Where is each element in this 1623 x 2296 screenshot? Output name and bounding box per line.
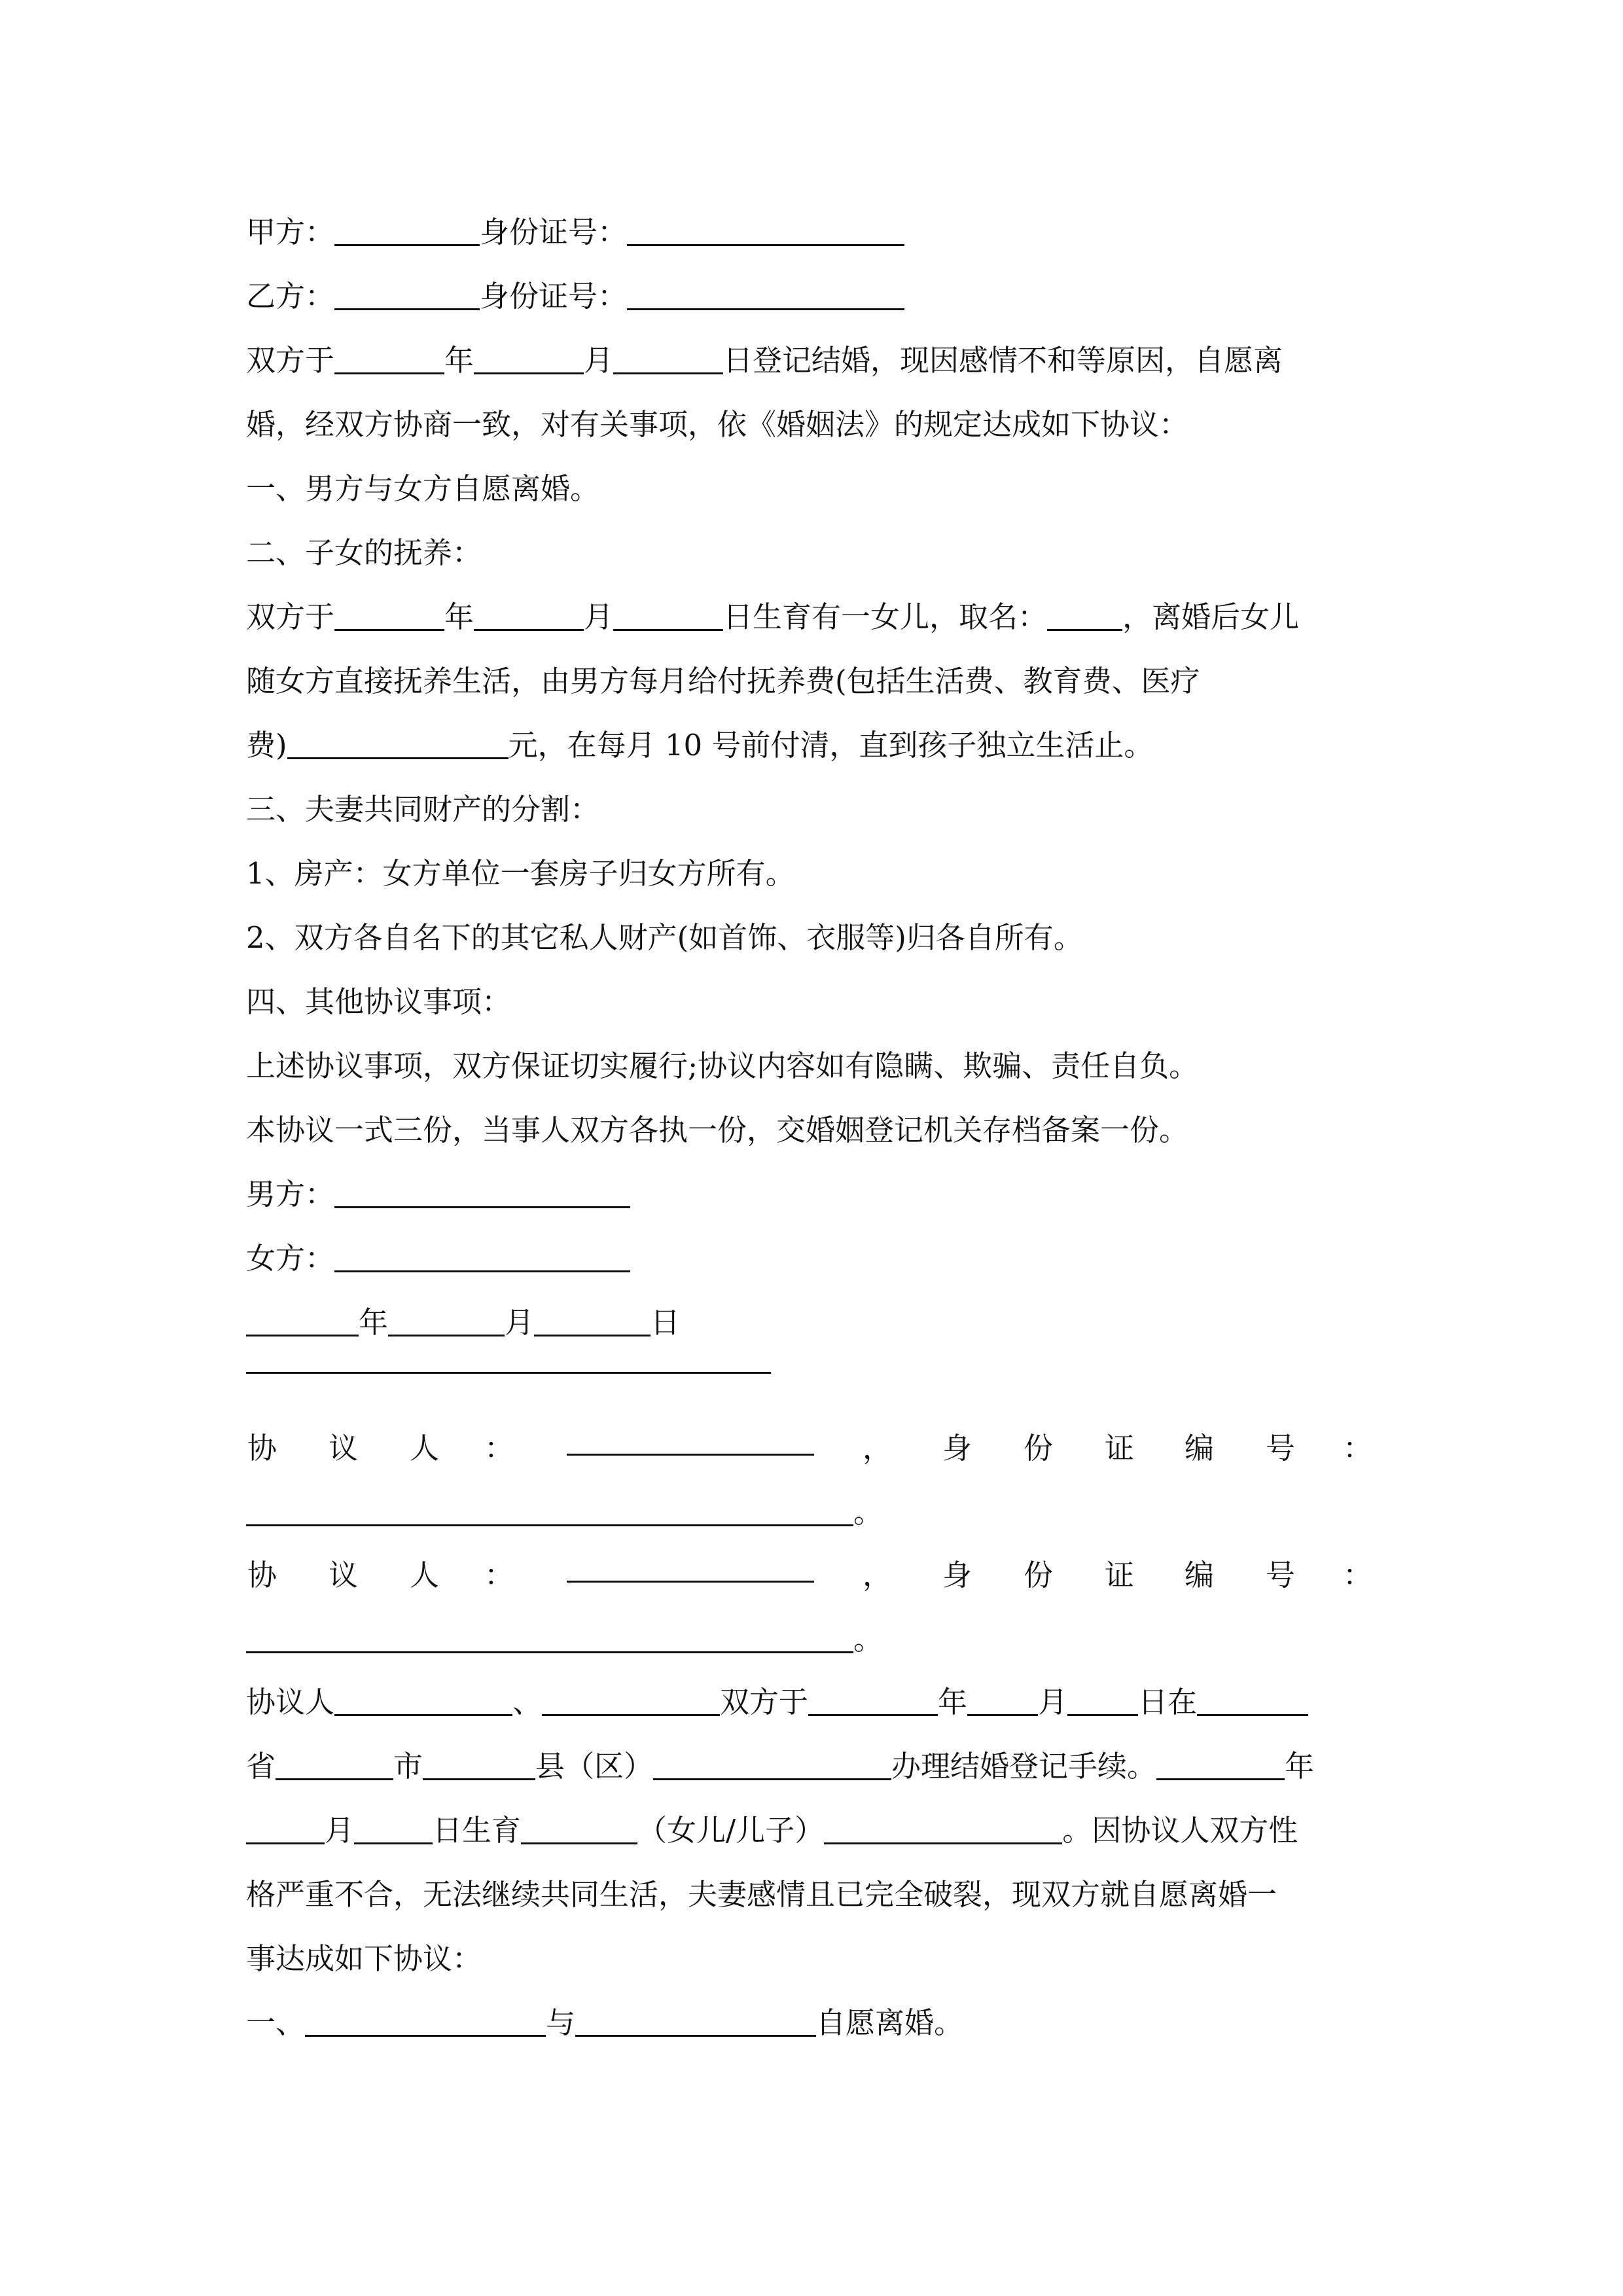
text: （女儿/儿子） [637, 1813, 825, 1848]
registration-place-line [246, 1742, 1314, 1785]
text: 办理结婚登记手续。 [891, 1749, 1157, 1784]
text: 日生育有一女儿，取名： [723, 600, 1048, 634]
text: 。因协议人双方性 [1062, 1813, 1298, 1848]
char: 协 [247, 1431, 277, 1465]
text: 月 [1038, 1685, 1068, 1719]
text: 。 [853, 1622, 883, 1657]
char: 编 [1185, 1558, 1215, 1592]
party-2-blank[interactable] [542, 1685, 720, 1716]
female-signature-blank[interactable] [334, 1241, 630, 1272]
year-blank[interactable] [334, 343, 444, 374]
text: 日在 [1138, 1685, 1198, 1719]
day-blank[interactable] [534, 1305, 651, 1336]
month-blank[interactable] [388, 1305, 505, 1336]
char: 人 [410, 1431, 440, 1465]
party-1-blank[interactable] [334, 1685, 512, 1716]
char: 份 [1024, 1558, 1054, 1592]
day-blank[interactable] [613, 600, 723, 631]
year-blank[interactable] [246, 1305, 359, 1336]
text: 与 [546, 2005, 576, 2040]
text: 月 [325, 1813, 355, 1848]
id-number-line-2 [246, 1615, 883, 1658]
paragraph-line: 婚，经双方协商一致，对有关事项，依《婚姻法》的规定达成如下协议： [246, 407, 1189, 442]
char: 号 [1266, 1558, 1296, 1592]
char: 议 [329, 1431, 359, 1465]
char: 身 [942, 1558, 972, 1592]
text: 双方于 [720, 1685, 809, 1719]
location-blank[interactable] [1197, 1685, 1308, 1716]
month-blank[interactable] [474, 600, 584, 631]
male-signature-blank[interactable] [334, 1177, 630, 1208]
text: 月 [584, 600, 614, 634]
text: 日生育 [433, 1813, 522, 1848]
female-signature-line [246, 1234, 630, 1277]
paragraph-line: 上述协议事项，双方保证切实履行;协议内容如有隐瞒、欺骗、责任自负。 [246, 1049, 1199, 1083]
child-line [246, 1806, 1298, 1849]
party-b-name-blank[interactable] [334, 279, 480, 310]
char: ， [863, 1431, 893, 1465]
female-label: 女方： [246, 1241, 335, 1276]
char: ： [1343, 1431, 1373, 1465]
male-signature-line [246, 1170, 630, 1213]
text: 省 [246, 1749, 276, 1784]
text: 年 [1285, 1749, 1315, 1784]
day-blank[interactable] [354, 1813, 433, 1844]
char: 证 [1105, 1431, 1135, 1465]
text: 月 [584, 343, 614, 378]
char: 协 [247, 1558, 277, 1592]
support-fee-blank[interactable] [287, 728, 508, 759]
year-blank[interactable] [1156, 1749, 1285, 1780]
char: ， [863, 1558, 893, 1592]
clause-3-item-2: 2、双方各自名下的其它私人财产(如首饰、衣服等)归各自所有。 [246, 920, 1083, 955]
child-name-blank[interactable] [1047, 600, 1122, 631]
month-blank[interactable] [967, 1685, 1038, 1716]
party-b-id-blank[interactable] [627, 279, 904, 310]
party-1-blank[interactable] [305, 2005, 546, 2037]
party-b-label: 乙方： [246, 279, 335, 314]
clause-1: 一、男方与女方自愿离婚。 [246, 471, 600, 506]
text: 协议人 [246, 1685, 335, 1719]
paragraph-line: 事达成如下协议： [246, 1941, 482, 1976]
signing-date-line [246, 1299, 680, 1341]
divorce-clause-line [246, 1999, 963, 2041]
text: 。 [853, 1495, 883, 1530]
text: 自愿离婚。 [816, 2005, 964, 2040]
parties-marriage-line [246, 1678, 1308, 1721]
divider [246, 1372, 771, 1374]
id-number-blank[interactable] [246, 1622, 853, 1653]
char: 份 [1024, 1431, 1054, 1465]
year-blank[interactable] [808, 1685, 938, 1716]
text: 、 [512, 1685, 543, 1719]
text: 年 [444, 600, 474, 634]
month-blank[interactable] [246, 1813, 325, 1844]
char: 议 [329, 1558, 359, 1592]
party-a-label: 甲方： [246, 215, 335, 249]
month-blank[interactable] [474, 343, 584, 374]
child-blank[interactable] [521, 1813, 637, 1844]
paragraph-line: 本协议一式三份，当事人双方各执一份，交婚姻登记机关存档备案一份。 [246, 1113, 1189, 1147]
char: 号 [1266, 1431, 1296, 1465]
text: 市 [393, 1749, 423, 1784]
char: ： [1343, 1558, 1373, 1592]
text: 县（区） [535, 1749, 654, 1784]
clause-4-heading: 四、其他协议事项： [246, 984, 512, 1019]
day-blank[interactable] [1067, 1685, 1138, 1716]
paragraph-line: 随女方直接抚养生活，由男方每月给付抚养费(包括生活费、教育费、医疗 [246, 664, 1200, 698]
text: 元，在每月 10 号前付清，直到孩子独立生活止。 [508, 728, 1154, 762]
province-blank[interactable] [276, 1749, 393, 1780]
party-name-blank[interactable] [567, 1424, 814, 1456]
text: 双方于 [246, 343, 335, 378]
text: 日登记结婚，现因感情不和等原因，自愿离 [723, 343, 1283, 378]
text: 年 [938, 1685, 968, 1719]
text: 年 [444, 343, 474, 378]
child-birth-line [246, 593, 1299, 636]
male-label: 男方： [246, 1177, 335, 1211]
marriage-date-line [246, 336, 1283, 379]
child-name-blank[interactable] [824, 1813, 1062, 1844]
city-blank[interactable] [423, 1749, 535, 1780]
id-number-blank[interactable] [246, 1495, 853, 1526]
year-blank[interactable] [334, 600, 444, 631]
char: 身 [942, 1431, 972, 1465]
text: 费) [246, 728, 287, 762]
id-number-line-1 [246, 1488, 883, 1531]
party-2-blank[interactable] [575, 2005, 816, 2037]
id-number-label: 身份证号： [480, 279, 628, 314]
office-blank[interactable] [653, 1749, 891, 1780]
text: 日 [651, 1305, 681, 1340]
clause-2-heading: 二、子女的抚养： [246, 535, 482, 570]
day-blank[interactable] [613, 343, 723, 374]
char: ： [484, 1558, 514, 1592]
support-fee-line [246, 721, 1153, 764]
text: 一、 [246, 2005, 306, 2040]
clause-3-item-1: 1、房产：女方单位一套房子归女方所有。 [246, 856, 795, 891]
party-name-blank[interactable] [567, 1551, 814, 1583]
paragraph-line: 格严重不合，无法继续共同生活，夫妻感情且已完全破裂，现双方就自愿离婚一 [246, 1877, 1277, 1912]
char: 人 [410, 1558, 440, 1592]
id-number-label: 身份证号： [480, 215, 628, 249]
text: 双方于 [246, 600, 335, 634]
party-a-name-blank[interactable] [334, 215, 480, 246]
char: ： [484, 1431, 514, 1465]
text: ，离婚后女儿 [1122, 600, 1300, 634]
party-b-line [246, 272, 904, 315]
char: 证 [1105, 1558, 1135, 1592]
char: 编 [1185, 1431, 1215, 1465]
party-a-line [246, 208, 904, 251]
clause-3-heading: 三、夫妻共同财产的分割： [246, 792, 600, 827]
party-a-id-blank[interactable] [627, 215, 904, 246]
text: 年 [359, 1305, 389, 1340]
text: 月 [505, 1305, 535, 1340]
